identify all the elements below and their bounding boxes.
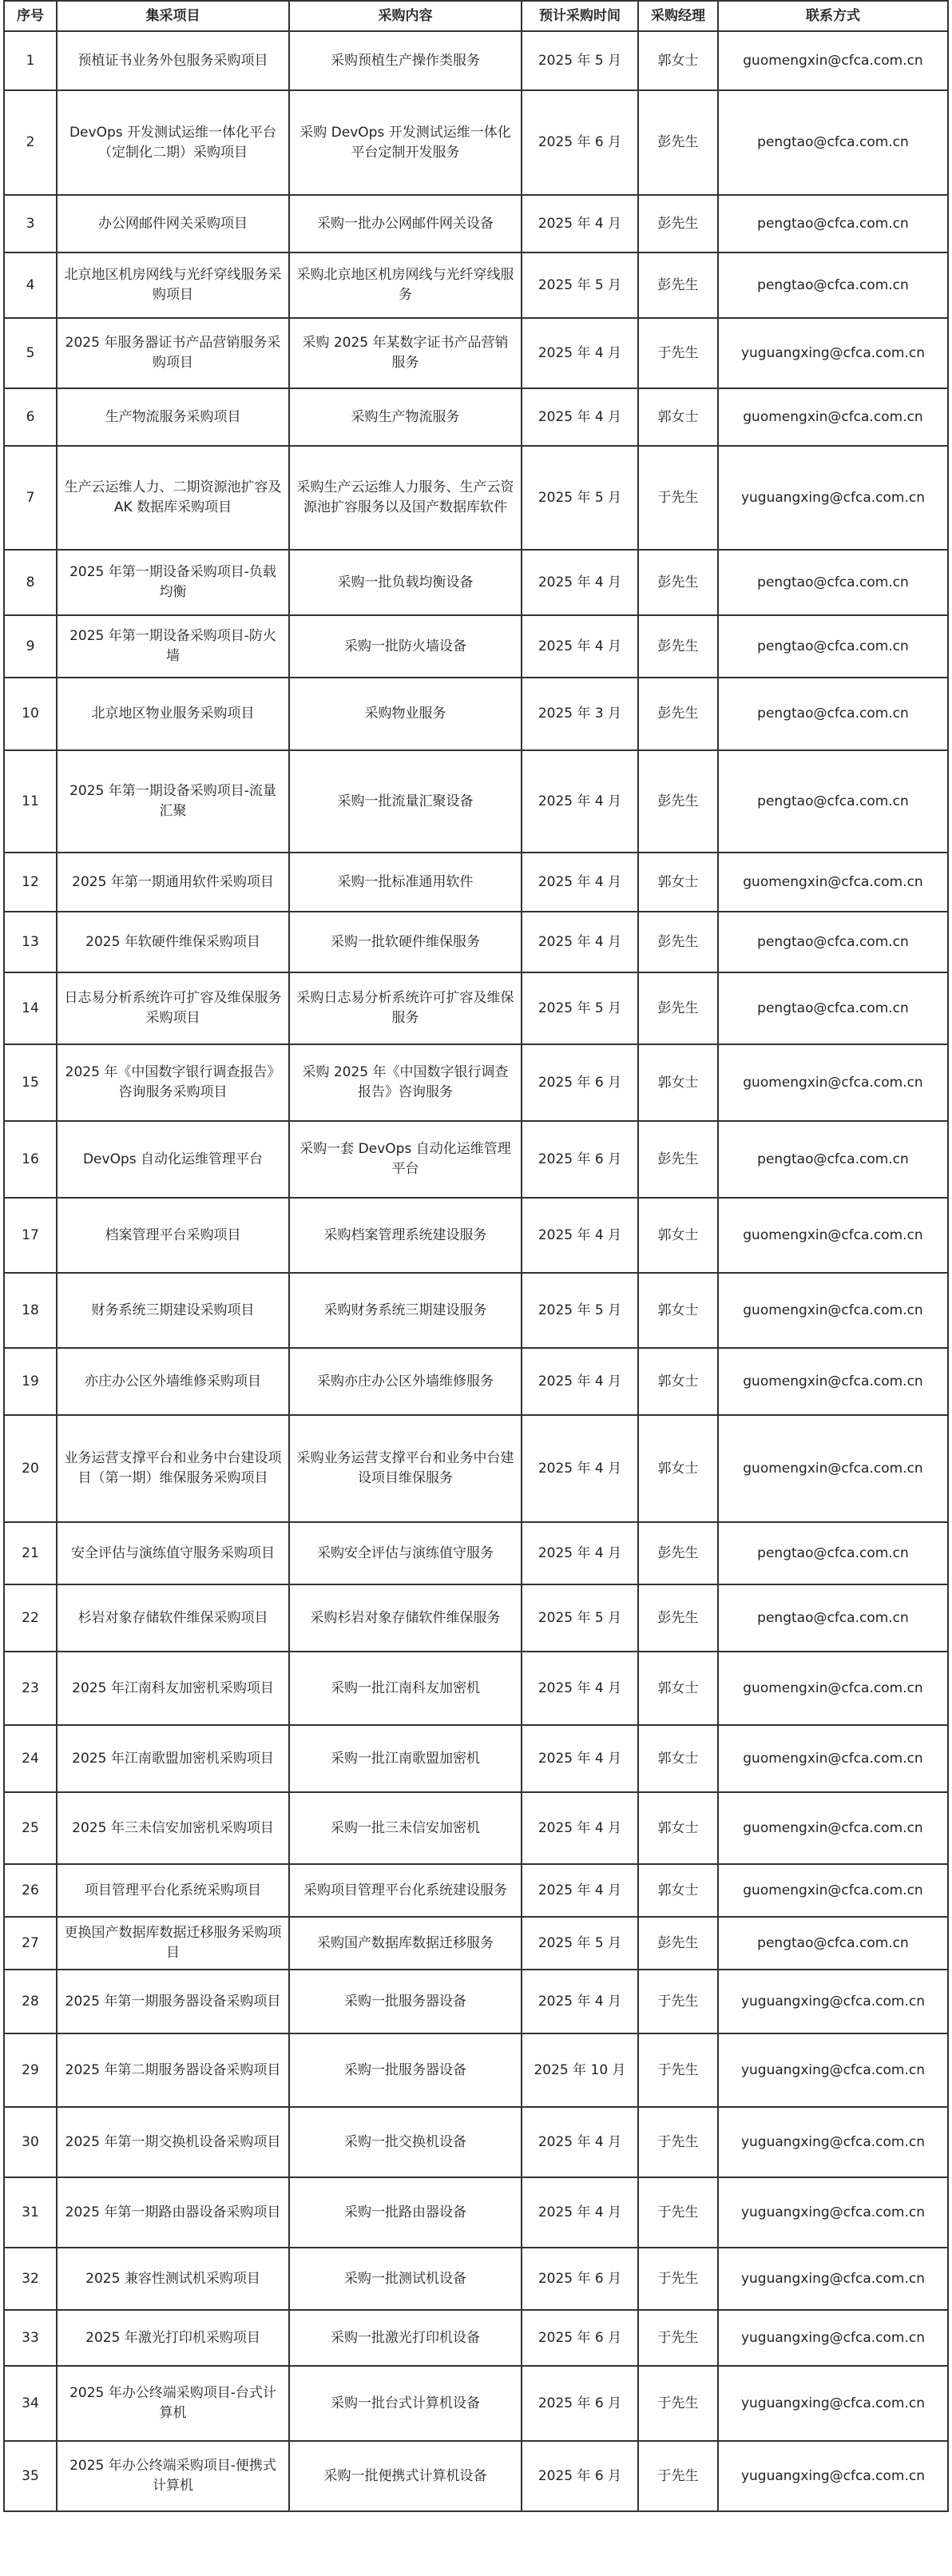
cell-manager: 彭先生 [638,1522,718,1584]
cell-time: 2025 年 4 月 [522,388,638,446]
cell-time: 2025 年 6 月 [522,90,638,195]
header-content: 采购内容 [289,1,522,31]
cell-contact: pengtao@cfca.com.cn [718,615,948,678]
cell-manager: 于先生 [638,2310,718,2366]
cell-index: 31 [4,2177,57,2248]
table-row [4,853,948,912]
cell-manager: 彭先生 [638,252,718,318]
cell-time: 2025 年 6 月 [522,2248,638,2310]
cell-project: 2025 年办公终端采购项目-便携式计算机 [57,2441,289,2511]
cell-manager: 彭先生 [638,195,718,252]
cell-index: 1 [4,31,57,90]
cell-contact: yuguangxing@cfca.com.cn [718,2033,948,2107]
cell-project: 2025 年激光打印机采购项目 [57,2310,289,2366]
cell-contact: yuguangxing@cfca.com.cn [718,318,948,388]
cell-index: 32 [4,2248,57,2310]
cell-manager: 彭先生 [638,1121,718,1198]
cell-project: 2025 年第二期服务器设备采购项目 [57,2033,289,2107]
cell-time: 2025 年 4 月 [522,318,638,388]
cell-manager: 于先生 [638,1970,718,2033]
cell-content: 采购一批三未信安加密机 [289,1792,522,1864]
cell-contact: pengtao@cfca.com.cn [718,90,948,195]
cell-content: 采购项目管理平台化系统建设服务 [289,1864,522,1917]
cell-time: 2025 年 5 月 [522,446,638,550]
cell-content: 采购一批测试机设备 [289,2248,522,2310]
cell-manager: 郭女士 [638,853,718,912]
cell-content: 采购一批台式计算机设备 [289,2366,522,2441]
cell-content: 采购北京地区机房网线与光纤穿线服务 [289,252,522,318]
cell-contact: pengtao@cfca.com.cn [718,1121,948,1198]
cell-contact: guomengxin@cfca.com.cn [718,1864,948,1917]
cell-project: 安全评估与演练值守服务采购项目 [57,1522,289,1584]
cell-manager: 彭先生 [638,615,718,678]
cell-time: 2025 年 4 月 [522,750,638,853]
cell-index: 15 [4,1044,57,1121]
cell-content: 采购亦庄办公区外墙维修服务 [289,1348,522,1415]
table-row [4,1917,948,1970]
table-row [4,1273,948,1348]
cell-project: 2025 兼容性测试机采购项目 [57,2248,289,2310]
table-row [4,1121,948,1198]
cell-contact: pengtao@cfca.com.cn [718,252,948,318]
cell-manager: 彭先生 [638,1917,718,1970]
cell-manager: 郭女士 [638,1198,718,1273]
cell-index: 27 [4,1917,57,1970]
cell-contact: pengtao@cfca.com.cn [718,972,948,1044]
cell-time: 2025 年 4 月 [522,1792,638,1864]
table-row [4,388,948,446]
cell-project: 2025 年江南科友加密机采购项目 [57,1652,289,1725]
cell-project: 生产云运维人力、二期资源池扩容及 AK 数据库采购项目 [57,446,289,550]
cell-manager: 郭女士 [638,1348,718,1415]
cell-contact: yuguangxing@cfca.com.cn [718,2366,948,2441]
table-row [4,446,948,550]
cell-index: 6 [4,388,57,446]
cell-contact: guomengxin@cfca.com.cn [718,1792,948,1864]
table-row [4,1415,948,1522]
cell-manager: 于先生 [638,2441,718,2511]
cell-contact: yuguangxing@cfca.com.cn [718,446,948,550]
cell-project: 2025 年第一期设备采购项目-流量汇聚 [57,750,289,853]
table-row [4,90,948,195]
cell-project: 2025 年服务器证书产品营销服务采购项目 [57,318,289,388]
cell-project: 2025 年江南歌盟加密机采购项目 [57,1725,289,1792]
cell-manager: 彭先生 [638,678,718,750]
cell-content: 采购一套 DevOps 自动化运维管理平台 [289,1121,522,1198]
cell-project: 日志易分析系统许可扩容及维保服务采购项目 [57,972,289,1044]
cell-project: 北京地区物业服务采购项目 [57,678,289,750]
cell-index: 26 [4,1864,57,1917]
cell-time: 2025 年 5 月 [522,1917,638,1970]
cell-content: 采购一批服务器设备 [289,2033,522,2107]
cell-index: 4 [4,252,57,318]
header-manager: 采购经理 [638,1,718,31]
cell-time: 2025 年 6 月 [522,1044,638,1121]
cell-manager: 彭先生 [638,972,718,1044]
cell-manager: 郭女士 [638,1044,718,1121]
cell-index: 2 [4,90,57,195]
cell-index: 24 [4,1725,57,1792]
cell-contact: guomengxin@cfca.com.cn [718,853,948,912]
cell-project: 生产物流服务采购项目 [57,388,289,446]
cell-manager: 于先生 [638,2107,718,2177]
cell-time: 2025 年 4 月 [522,615,638,678]
cell-index: 12 [4,853,57,912]
cell-project: 2025 年第一期服务器设备采购项目 [57,1970,289,2033]
cell-contact: guomengxin@cfca.com.cn [718,1652,948,1725]
cell-content: 采购一批激光打印机设备 [289,2310,522,2366]
table-row [4,252,948,318]
cell-index: 28 [4,1970,57,2033]
cell-project: DevOps 自动化运维管理平台 [57,1121,289,1198]
cell-manager: 郭女士 [638,1273,718,1348]
cell-time: 2025 年 4 月 [522,1725,638,1792]
cell-contact: guomengxin@cfca.com.cn [718,388,948,446]
cell-time: 2025 年 10 月 [522,2033,638,2107]
cell-contact: pengtao@cfca.com.cn [718,1522,948,1584]
cell-manager: 于先生 [638,318,718,388]
cell-content: 采购一批流量汇聚设备 [289,750,522,853]
cell-time: 2025 年 3 月 [522,678,638,750]
cell-content: 采购安全评估与演练值守服务 [289,1522,522,1584]
cell-contact: yuguangxing@cfca.com.cn [718,2441,948,2511]
cell-content: 采购 2025 年《中国数字银行调查报告》咨询服务 [289,1044,522,1121]
cell-time: 2025 年 4 月 [522,1522,638,1584]
cell-content: 采购一批交换机设备 [289,2107,522,2177]
cell-project: 业务运营支撑平台和业务中台建设项目（第一期）维保服务采购项目 [57,1415,289,1522]
cell-index: 17 [4,1198,57,1273]
table-row [4,1725,948,1792]
cell-time: 2025 年 6 月 [522,2310,638,2366]
cell-manager: 郭女士 [638,1792,718,1864]
table-row [4,1198,948,1273]
cell-index: 9 [4,615,57,678]
cell-manager: 郭女士 [638,1725,718,1792]
cell-index: 5 [4,318,57,388]
cell-contact: pengtao@cfca.com.cn [718,1917,948,1970]
table-row [4,750,948,853]
header-contact: 联系方式 [718,1,948,31]
table-row [4,2441,948,2511]
cell-time: 2025 年 4 月 [522,195,638,252]
cell-contact: pengtao@cfca.com.cn [718,1584,948,1652]
cell-content: 采购物业服务 [289,678,522,750]
cell-contact: pengtao@cfca.com.cn [718,550,948,615]
table-row [4,1652,948,1725]
cell-content: 采购档案管理系统建设服务 [289,1198,522,1273]
cell-index: 20 [4,1415,57,1522]
cell-time: 2025 年 5 月 [522,1584,638,1652]
cell-time: 2025 年 4 月 [522,853,638,912]
cell-time: 2025 年 4 月 [522,1198,638,1273]
cell-project: 财务系统三期建设采购项目 [57,1273,289,1348]
cell-manager: 于先生 [638,2366,718,2441]
cell-manager: 于先生 [638,2248,718,2310]
cell-index: 10 [4,678,57,750]
cell-content: 采购生产云运维人力服务、生产云资源池扩容服务以及国产数据库软件 [289,446,522,550]
cell-index: 29 [4,2033,57,2107]
cell-contact: yuguangxing@cfca.com.cn [718,2310,948,2366]
header-index: 序号 [4,1,57,31]
cell-content: 采购国产数据库数据迁移服务 [289,1917,522,1970]
cell-content: 采购一批办公网邮件网关设备 [289,195,522,252]
cell-time: 2025 年 6 月 [522,2441,638,2511]
cell-manager: 郭女士 [638,1652,718,1725]
cell-content: 采购一批防火墙设备 [289,615,522,678]
cell-time: 2025 年 4 月 [522,1864,638,1917]
cell-project: 2025 年第一期路由器设备采购项目 [57,2177,289,2248]
cell-index: 8 [4,550,57,615]
cell-time: 2025 年 5 月 [522,252,638,318]
cell-contact: guomengxin@cfca.com.cn [718,1198,948,1273]
cell-content: 采购 DevOps 开发测试运维一体化平台定制开发服务 [289,90,522,195]
cell-index: 30 [4,2107,57,2177]
table-row [4,2033,948,2107]
cell-index: 25 [4,1792,57,1864]
table-row [4,2107,948,2177]
cell-manager: 于先生 [638,446,718,550]
cell-contact: pengtao@cfca.com.cn [718,912,948,972]
cell-index: 3 [4,195,57,252]
cell-content: 采购杉岩对象存储软件维保服务 [289,1584,522,1652]
cell-time: 2025 年 6 月 [522,1121,638,1198]
cell-content: 采购业务运营支撑平台和业务中台建设项目维保服务 [289,1415,522,1522]
cell-time: 2025 年 4 月 [522,1348,638,1415]
cell-content: 采购财务系统三期建设服务 [289,1273,522,1348]
cell-project: 杉岩对象存储软件维保采购项目 [57,1584,289,1652]
cell-project: 办公网邮件网关采购项目 [57,195,289,252]
cell-contact: yuguangxing@cfca.com.cn [718,2248,948,2310]
table-row [4,1044,948,1121]
cell-project: 亦庄办公区外墙维修采购项目 [57,1348,289,1415]
table-row [4,1348,948,1415]
cell-project: 档案管理平台采购项目 [57,1198,289,1273]
cell-manager: 彭先生 [638,1584,718,1652]
cell-contact: yuguangxing@cfca.com.cn [718,2107,948,2177]
cell-content: 采购生产物流服务 [289,388,522,446]
cell-contact: guomengxin@cfca.com.cn [718,1044,948,1121]
cell-content: 采购一批负载均衡设备 [289,550,522,615]
cell-index: 14 [4,972,57,1044]
header-project: 集采项目 [57,1,289,31]
cell-time: 2025 年 5 月 [522,31,638,90]
cell-contact: guomengxin@cfca.com.cn [718,1348,948,1415]
cell-time: 2025 年 5 月 [522,972,638,1044]
cell-index: 7 [4,446,57,550]
cell-manager: 于先生 [638,2033,718,2107]
cell-project: 更换国产数据库数据迁移服务采购项目 [57,1917,289,1970]
cell-time: 2025 年 5 月 [522,1273,638,1348]
cell-time: 2025 年 4 月 [522,2177,638,2248]
cell-project: 2025 年办公终端采购项目-台式计算机 [57,2366,289,2441]
cell-index: 11 [4,750,57,853]
cell-contact: pengtao@cfca.com.cn [718,678,948,750]
table-row [4,318,948,388]
cell-time: 2025 年 4 月 [522,912,638,972]
cell-manager: 彭先生 [638,912,718,972]
cell-time: 2025 年 6 月 [522,2366,638,2441]
cell-index: 19 [4,1348,57,1415]
table-row [4,2177,948,2248]
table-row [4,972,948,1044]
cell-manager: 彭先生 [638,90,718,195]
cell-contact: guomengxin@cfca.com.cn [718,1725,948,1792]
procurement-table [3,0,949,2512]
cell-time: 2025 年 4 月 [522,1415,638,1522]
cell-index: 16 [4,1121,57,1198]
cell-project: 2025 年第一期交换机设备采购项目 [57,2107,289,2177]
cell-project: 2025 年《中国数字银行调查报告》咨询服务采购项目 [57,1044,289,1121]
cell-time: 2025 年 4 月 [522,1652,638,1725]
cell-project: 项目管理平台化系统采购项目 [57,1864,289,1917]
cell-contact: pengtao@cfca.com.cn [718,750,948,853]
table-row [4,550,948,615]
cell-index: 35 [4,2441,57,2511]
cell-time: 2025 年 4 月 [522,2107,638,2177]
table-row [4,195,948,252]
cell-project: 2025 年软硬件维保采购项目 [57,912,289,972]
table-row [4,1970,948,2033]
table-row [4,1522,948,1584]
cell-content: 采购 2025 年某数字证书产品营销服务 [289,318,522,388]
cell-index: 34 [4,2366,57,2441]
cell-contact: pengtao@cfca.com.cn [718,195,948,252]
table-row [4,2310,948,2366]
cell-content: 采购一批江南歌盟加密机 [289,1725,522,1792]
cell-project: DevOps 开发测试运维一体化平台（定制化二期）采购项目 [57,90,289,195]
cell-contact: yuguangxing@cfca.com.cn [718,2177,948,2248]
cell-project: 预植证书业务外包服务采购项目 [57,31,289,90]
table-row [4,1864,948,1917]
cell-contact: guomengxin@cfca.com.cn [718,1415,948,1522]
cell-manager: 郭女士 [638,1415,718,1522]
cell-index: 33 [4,2310,57,2366]
table-row [4,31,948,90]
table-row [4,912,948,972]
cell-time: 2025 年 4 月 [522,1970,638,2033]
table-row [4,1792,948,1864]
table-row [4,2248,948,2310]
cell-content: 采购预植生产操作类服务 [289,31,522,90]
cell-content: 采购日志易分析系统许可扩容及维保服务 [289,972,522,1044]
cell-project: 北京地区机房网线与光纤穿线服务采购项目 [57,252,289,318]
cell-time: 2025 年 4 月 [522,550,638,615]
cell-index: 18 [4,1273,57,1348]
cell-manager: 郭女士 [638,31,718,90]
cell-index: 23 [4,1652,57,1725]
cell-project: 2025 年三未信安加密机采购项目 [57,1792,289,1864]
cell-index: 13 [4,912,57,972]
cell-contact: guomengxin@cfca.com.cn [718,1273,948,1348]
cell-project: 2025 年第一期通用软件采购项目 [57,853,289,912]
table-header-row [4,1,948,31]
cell-index: 21 [4,1522,57,1584]
cell-manager: 于先生 [638,2177,718,2248]
cell-content: 采购一批江南科友加密机 [289,1652,522,1725]
cell-contact: yuguangxing@cfca.com.cn [718,1970,948,2033]
cell-manager: 郭女士 [638,1864,718,1917]
table-row [4,2366,948,2441]
cell-index: 22 [4,1584,57,1652]
cell-manager: 郭女士 [638,388,718,446]
cell-manager: 彭先生 [638,750,718,853]
cell-content: 采购一批标准通用软件 [289,853,522,912]
cell-contact: guomengxin@cfca.com.cn [718,31,948,90]
cell-manager: 彭先生 [638,550,718,615]
cell-project: 2025 年第一期设备采购项目-防火墙 [57,615,289,678]
cell-project: 2025 年第一期设备采购项目-负载均衡 [57,550,289,615]
cell-content: 采购一批路由器设备 [289,2177,522,2248]
header-time: 预计采购时间 [522,1,638,31]
table-row [4,1584,948,1652]
table-row [4,678,948,750]
cell-content: 采购一批便携式计算机设备 [289,2441,522,2511]
cell-content: 采购一批软硬件维保服务 [289,912,522,972]
table-row [4,615,948,678]
cell-content: 采购一批服务器设备 [289,1970,522,2033]
